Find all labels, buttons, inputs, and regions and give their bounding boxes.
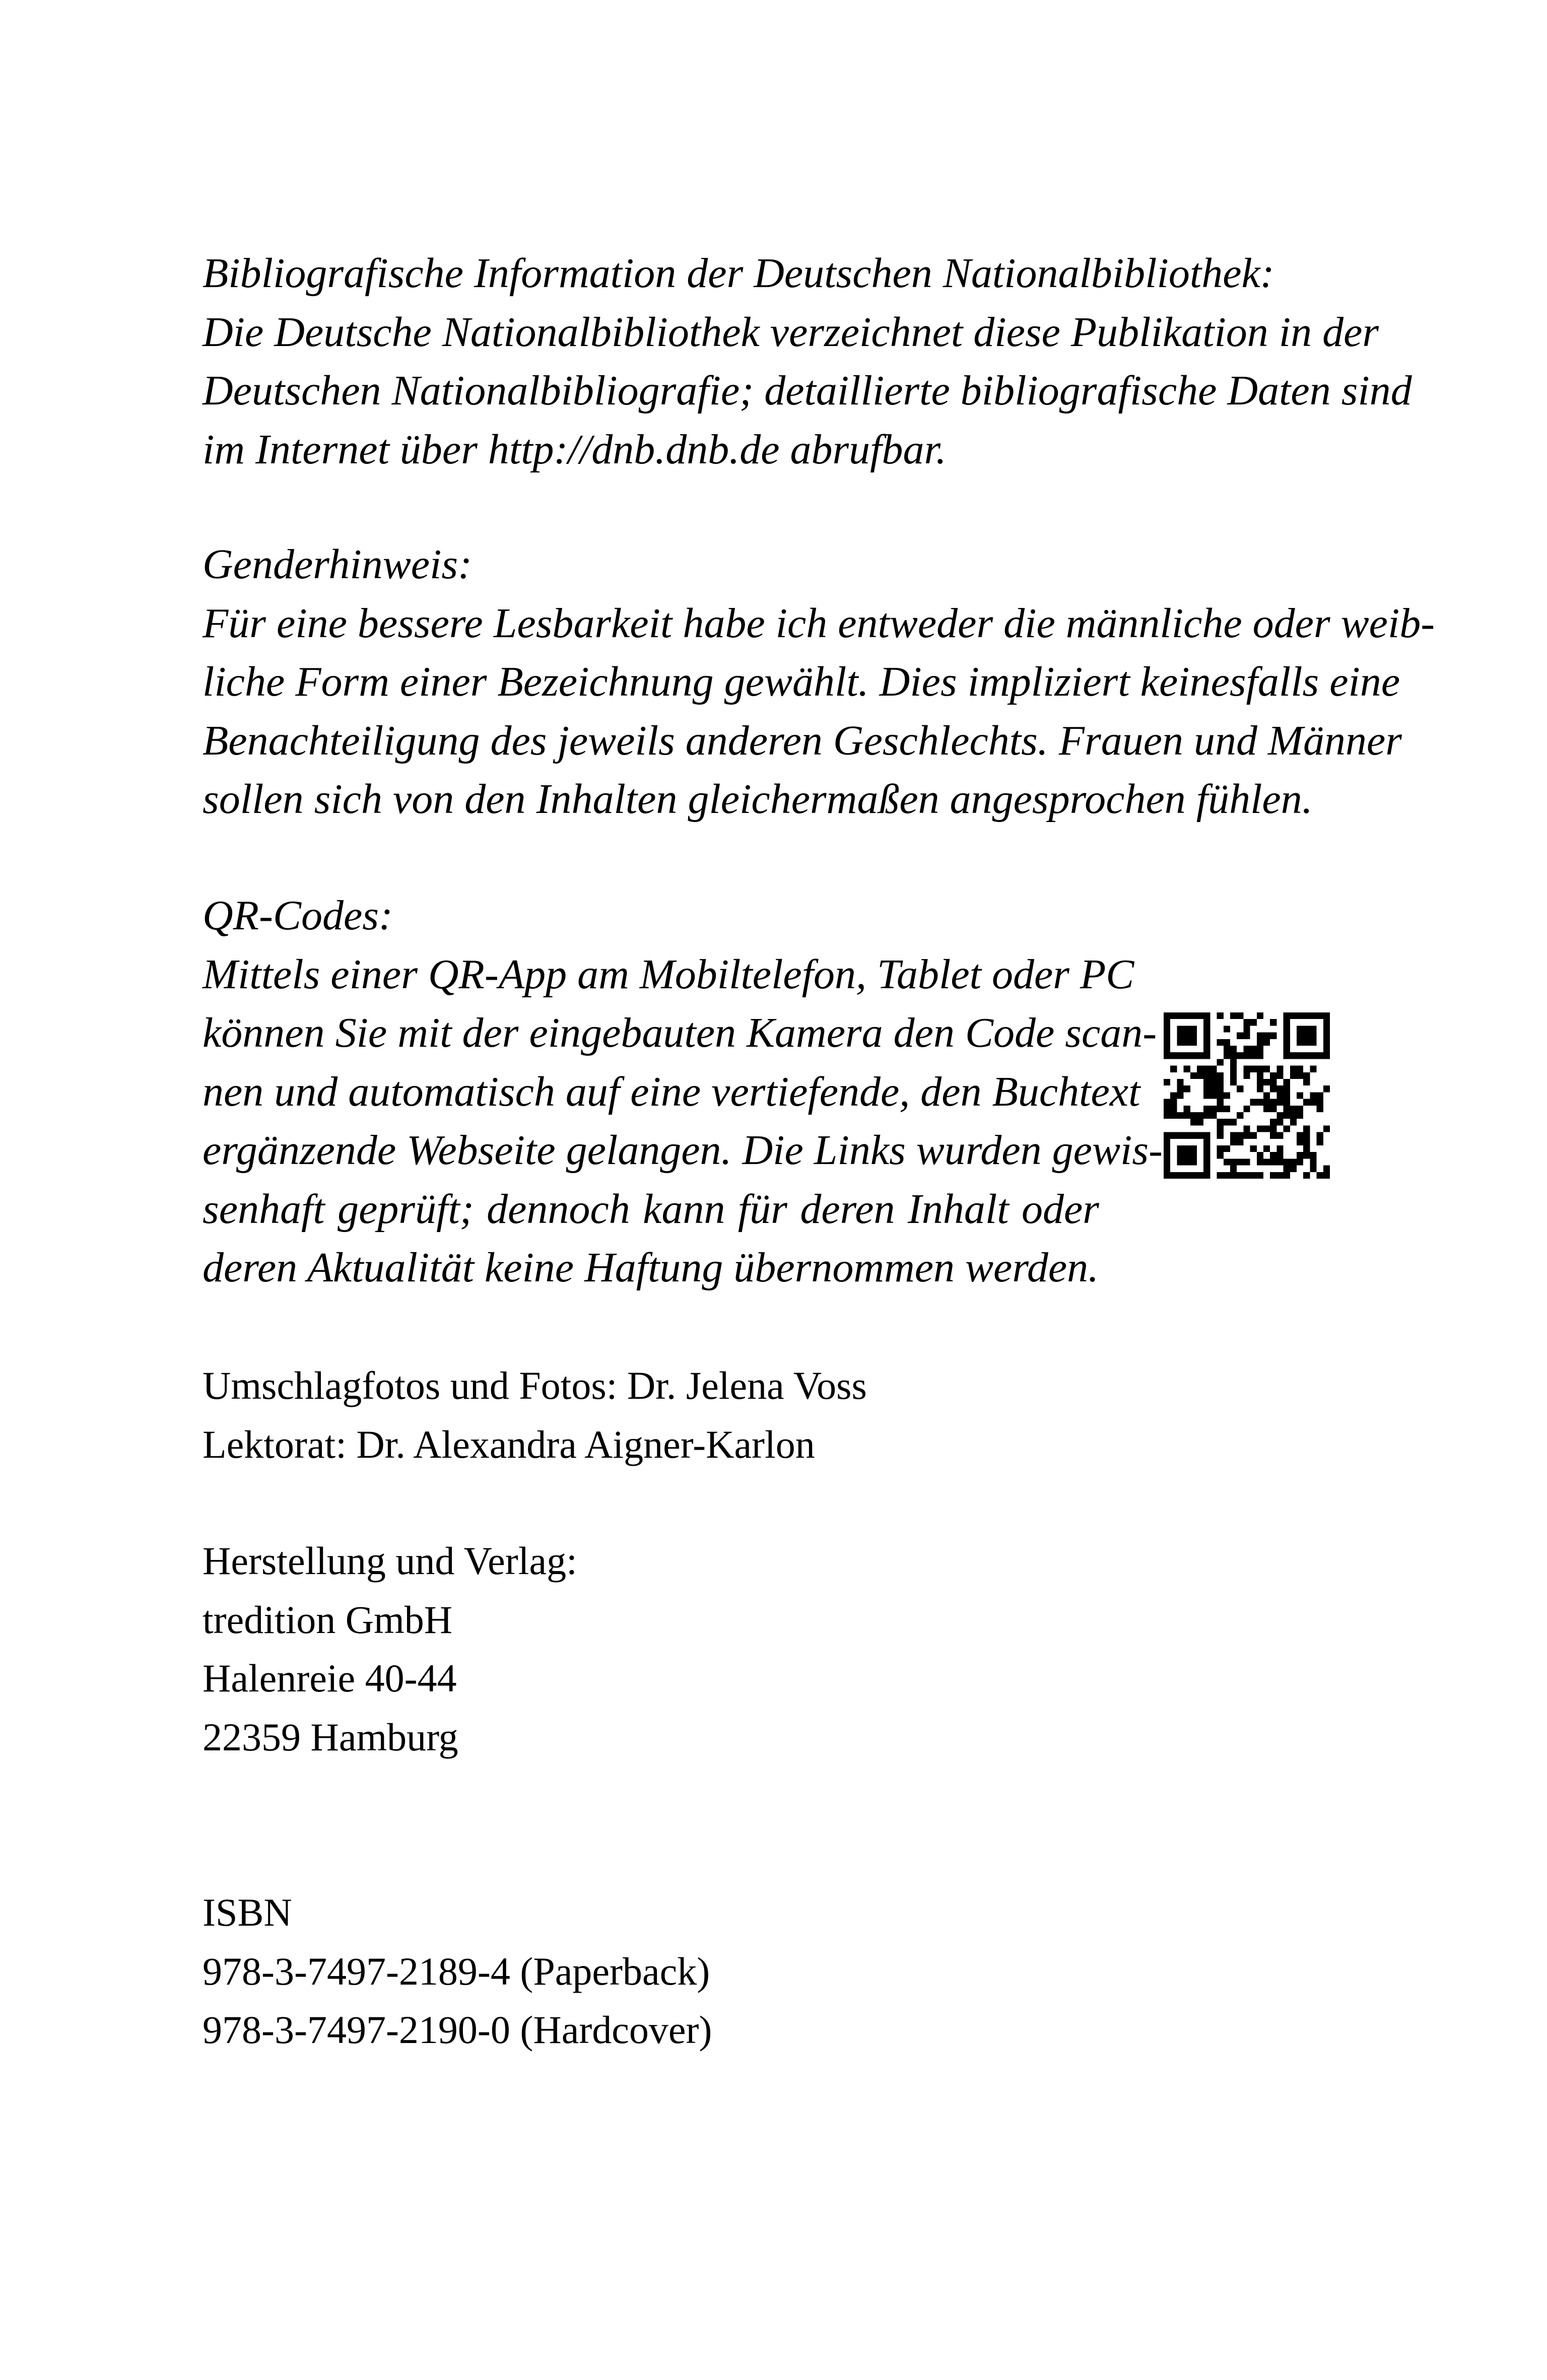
publisher-street: Halenreie 40-44: [203, 1656, 457, 1700]
publisher-name: tredition GmbH: [203, 1597, 453, 1642]
bibliographic-info: [203, 244, 1412, 479]
gender-note: [203, 535, 1435, 829]
qr-codes-line: ergänzende Webseite gelangen. Die Links wurden gewis-: [203, 1127, 1163, 1174]
bibliographic-heading: Bibliografische Information der Deutschen Nationalbibliothek:: [203, 250, 1274, 297]
qr-codes-line: können Sie mit der eingebauten Kamera den Code scan-: [203, 1009, 1157, 1056]
credits-editing: Lektorat: Dr. Alexandra Aigner-Karlon: [203, 1422, 815, 1466]
gender-note-line: Benachteiligung des jeweils anderen Geschlechts. Frauen und Männer: [203, 717, 1402, 764]
credits: [203, 1356, 867, 1474]
isbn-heading: ISBN: [203, 1890, 292, 1934]
qr-codes-heading: QR-Codes:: [203, 892, 393, 939]
publisher-info: [203, 1532, 577, 1766]
bibliographic-line: im Internet über http://dnb.dnb.de abrufbar.: [203, 426, 947, 473]
qr-codes-note: [203, 887, 1163, 1298]
publisher-heading: Herstellung und Verlag:: [203, 1539, 577, 1583]
isbn-hardcover: 978-3-7497-2190-0 (Hardcover): [203, 2008, 712, 2052]
qr-codes-line: senhaft geprüft; dennoch kann für deren Inhalt oder: [203, 1185, 1099, 1233]
isbn-paperback: 978-3-7497-2189-4 (Paperback): [203, 1949, 710, 1993]
qr-codes-line: Mittels einer QR-App am Mobiltelefon, Tablet oder PC: [203, 950, 1134, 998]
qr-codes-line: deren Aktualität keine Haftung übernommen werden.: [203, 1244, 1099, 1291]
gender-note-line: liche Form einer Bezeichnung gewählt. Dies impliziert keinesfalls eine: [203, 658, 1400, 705]
publisher-city: 22359 Hamburg: [203, 1715, 458, 1759]
bibliographic-line: Die Deutsche Nationalbibliothek verzeichnet diese Publikation in der: [203, 308, 1379, 356]
bibliographic-line: Deutschen Nationalbibliografie; detaillierte bibliografische Daten sind: [203, 367, 1412, 414]
credits-photos: Umschlagfotos und Fotos: Dr. Jelena Voss: [203, 1364, 867, 1407]
gender-note-heading: Genderhinweis:: [203, 541, 473, 588]
gender-note-line: sollen sich von den Inhalten gleichermaßen angesprochen fühlen.: [203, 776, 1313, 823]
isbn-info: [203, 1883, 712, 2060]
gender-note-line: Für eine bessere Lesbarkeit habe ich entweder die männliche oder weib-: [203, 599, 1435, 647]
qr-codes-line: nen und automatisch auf eine vertiefende, den Buchtext: [203, 1068, 1140, 1115]
qr-code-icon: [1164, 1012, 1330, 1179]
